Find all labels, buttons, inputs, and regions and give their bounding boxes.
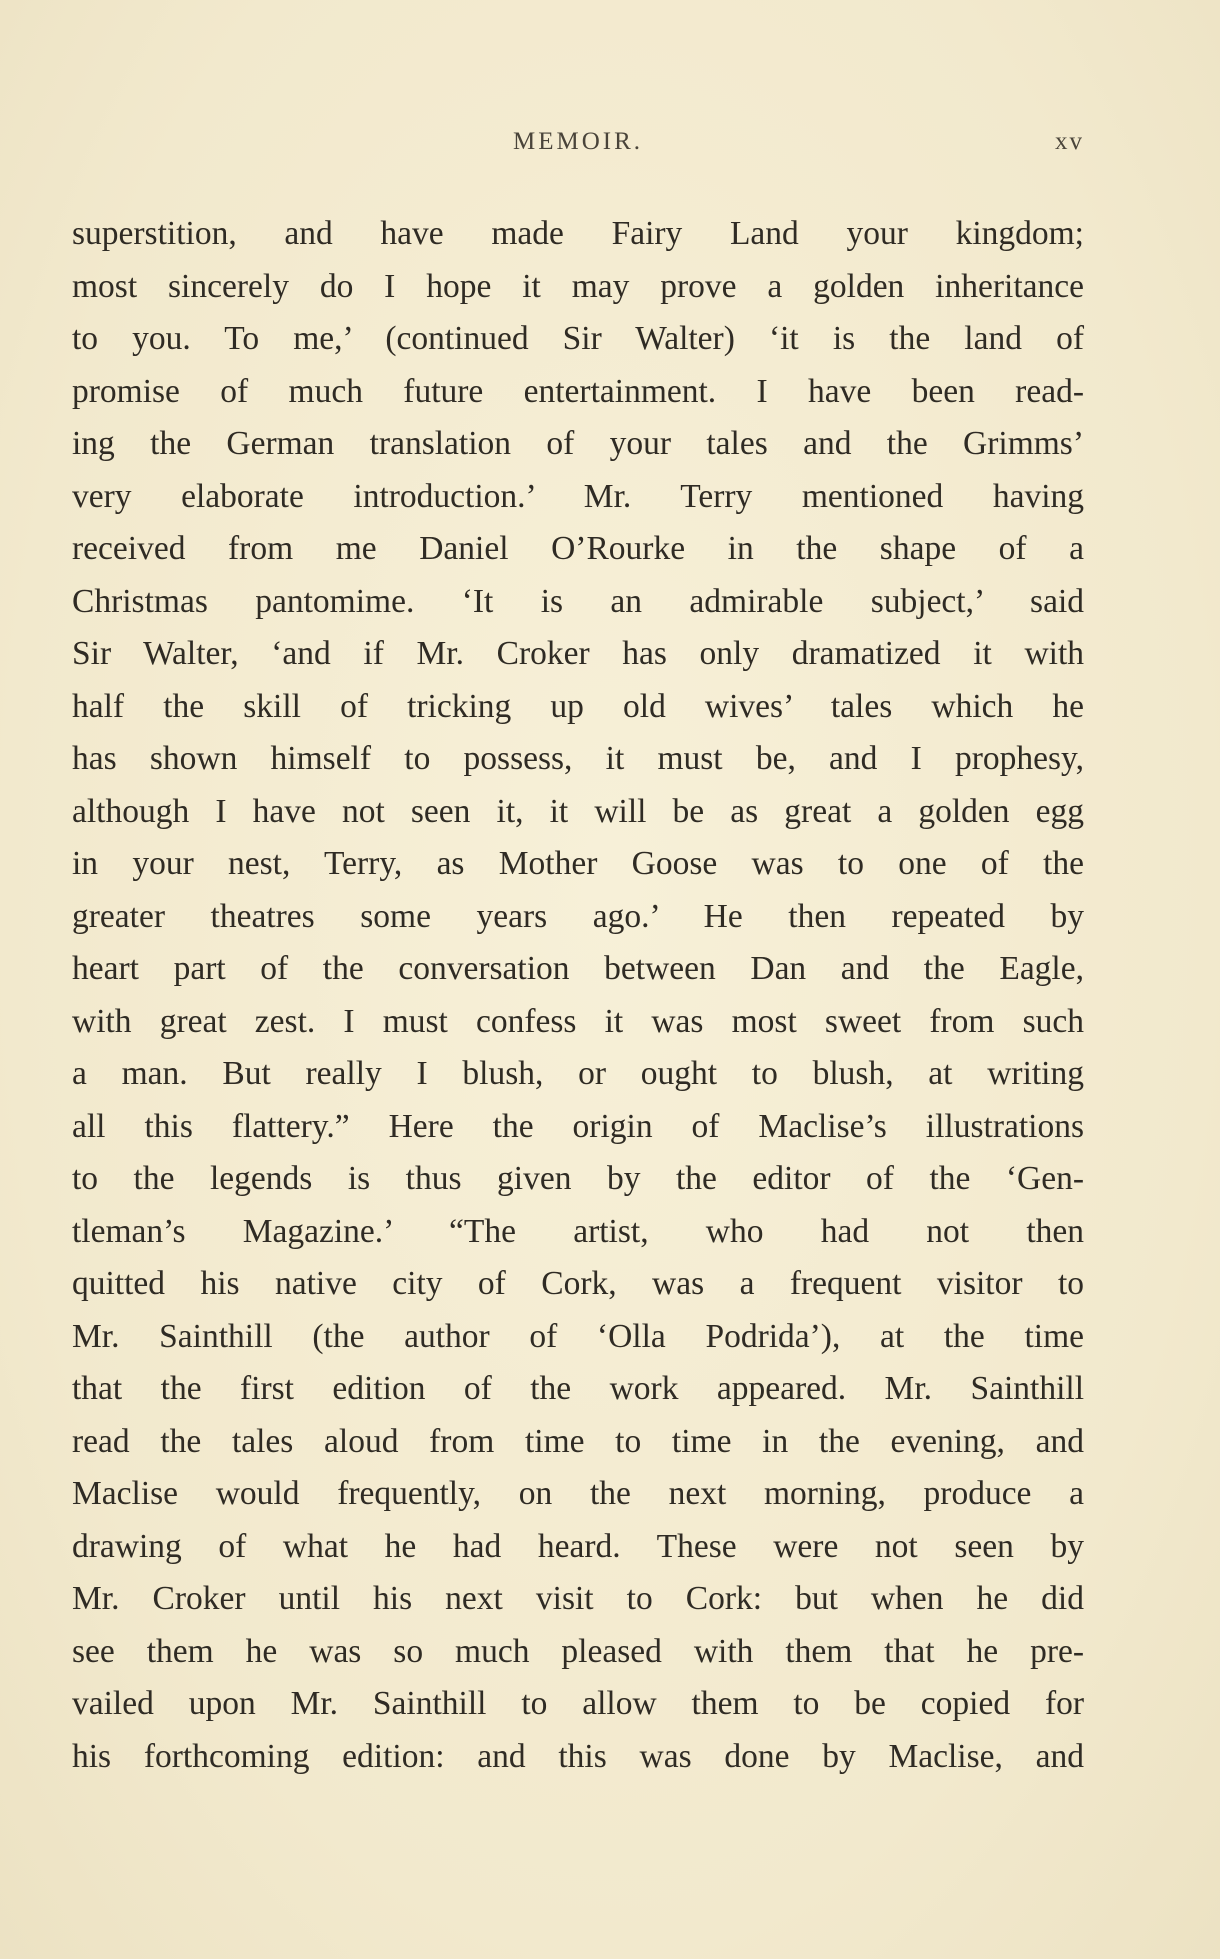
text-line: Mr. Croker until his next visit to Cork: but when he did: [72, 1580, 1084, 1617]
running-head: [72, 128, 1084, 168]
text-line: in your nest, Terry, as Mother Goose was to one of the: [72, 845, 1084, 882]
text-line: very elaborate introduction.’ Mr. Terry mentioned having: [72, 477, 1084, 515]
text-line: to the legends is thus given by the editor of the ‘Gen-: [72, 1160, 1084, 1197]
page-number: xv: [1055, 128, 1084, 155]
text-line: most sincerely do I hope it may prove a golden inheritance: [72, 267, 1084, 305]
text-line: received from me Daniel O’Rourke in the shape of a: [72, 530, 1084, 567]
text-line: Maclise would frequently, on the next morning, produce a: [72, 1475, 1084, 1512]
text-line: Christmas pantomime. ‘It is an admirable subject,’ said: [72, 582, 1084, 620]
running-title: MEMOIR.: [512, 128, 644, 155]
text-line: all this flattery.” Here the origin of Maclise’s illustrations: [72, 1107, 1084, 1145]
body-text: [72, 208, 1084, 1783]
text-line: drawing of what he had heard. These were not seen by: [72, 1527, 1084, 1565]
text-line: his forthcoming edition: and this was done by Maclise, and: [72, 1737, 1084, 1775]
text-line: although I have not seen it, it will be as great a golden egg: [72, 792, 1084, 830]
text-line: Sir Walter, ‘and if Mr. Croker has only dramatized it with: [72, 635, 1084, 672]
text-line: to you. To me,’ (continued Sir Walter) ‘it is the land of: [72, 320, 1084, 357]
text-line: vailed upon Mr. Sainthill to allow them to be copied for: [72, 1685, 1084, 1722]
text-line: a man. But really I blush, or ought to blush, at writing: [72, 1055, 1084, 1092]
text-line: promise of much future entertainment. I have been read-: [72, 372, 1084, 410]
text-line: has shown himself to possess, it must be, and I prophesy,: [72, 740, 1084, 777]
text-line: tleman’s Magazine.’ “The artist, who had not then: [72, 1212, 1084, 1250]
text-line: with great zest. I must confess it was most sweet from such: [72, 1002, 1084, 1040]
text-line: Mr. Sainthill (the author of ‘Olla Podrida’), at the time: [72, 1317, 1084, 1355]
text-line: greater theatres some years ago.’ He then repeated by: [72, 897, 1084, 935]
text-line: ing the German translation of your tales and the Grimms’: [72, 425, 1084, 462]
text-line: see them he was so much pleased with them that he pre-: [72, 1632, 1084, 1670]
text-line: superstition, and have made Fairy Land your kingdom;: [72, 215, 1084, 252]
text-line: heart part of the conversation between Dan and the Eagle,: [72, 950, 1084, 987]
text-line: that the first edition of the work appeared. Mr. Sainthill: [72, 1370, 1084, 1407]
text-line: read the tales aloud from time to time in the evening, and: [72, 1422, 1084, 1460]
text-line: quitted his native city of Cork, was a frequent visitor to: [72, 1265, 1084, 1302]
text-line: half the skill of tricking up old wives’ tales which he: [72, 687, 1084, 725]
